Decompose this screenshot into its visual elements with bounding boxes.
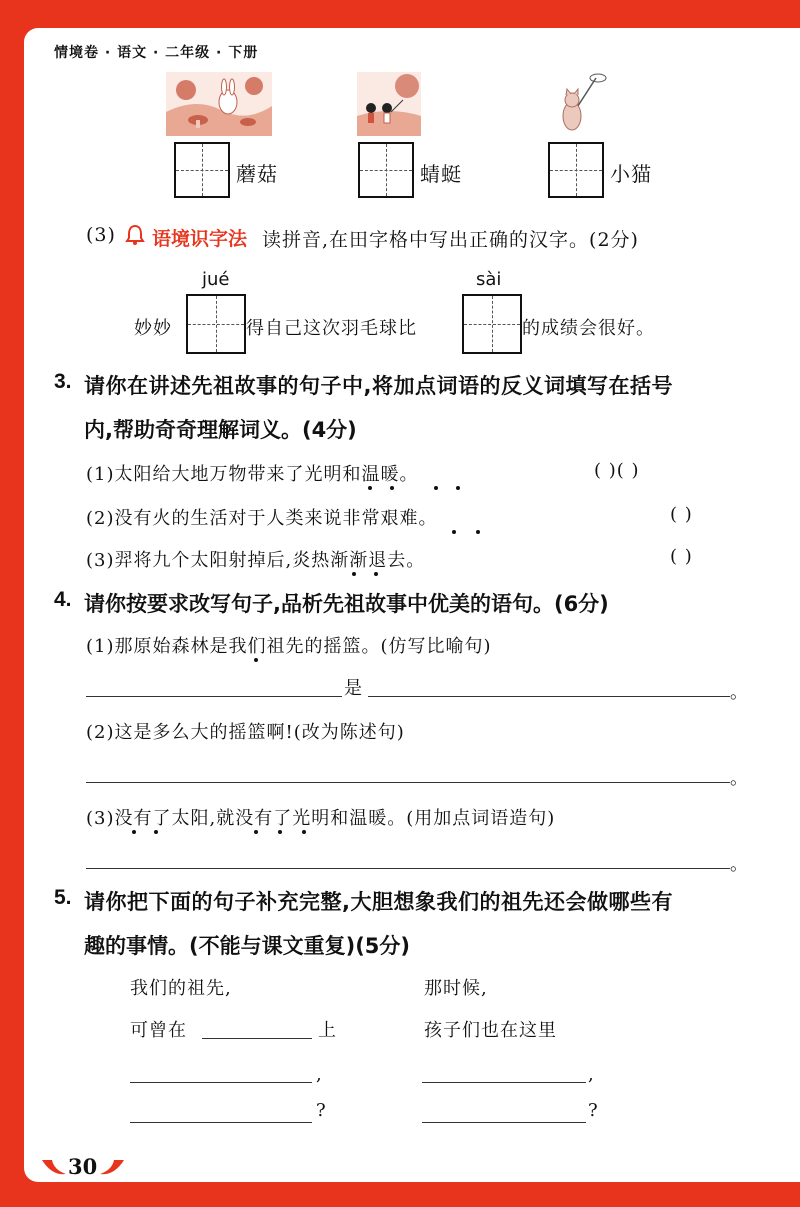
q4-sentence-1-mid: 是 [344, 678, 363, 699]
answer-line[interactable] [422, 1082, 586, 1083]
emphasis-dot [352, 572, 356, 576]
worksheet-page [24, 28, 800, 1182]
q3-item-2-blanks[interactable]: ( ) [670, 504, 693, 525]
pinyin-sai: sài [476, 269, 502, 290]
q3-item-3-blanks[interactable]: ( ) [670, 546, 693, 567]
cat-picture [554, 72, 614, 136]
emphasis-dot [302, 830, 306, 834]
emphasis-dot [374, 572, 378, 576]
q3-item-1: (1)太阳给大地万物带来了光明和温暖。 [86, 464, 419, 485]
poem-left-line4: ? [316, 1100, 327, 1121]
poem-left-line1: 我们的祖先, [130, 978, 232, 999]
answer-line[interactable] [86, 696, 342, 697]
q2-3-tag: 语境识字法 [152, 228, 248, 250]
q4-sentence-3: (3)没有了太阳,就没有了光明和温暖。(用加点词语造句) [86, 808, 556, 829]
emphasis-dot [132, 830, 136, 834]
q3-item-2: (2)没有火的生活对于人类来说非常艰难。 [86, 508, 438, 529]
q4-sentence-2-end: 。 [730, 768, 749, 789]
writing-grid-jue[interactable] [186, 294, 246, 354]
q3-title-line2: 内,帮助奇奇理解词义。(4分) [84, 418, 357, 442]
answer-line[interactable] [130, 1122, 312, 1123]
emphasis-dot [390, 486, 394, 490]
answer-line[interactable] [368, 696, 730, 697]
emphasis-dot [254, 658, 258, 662]
q4-title: 请你按要求改写句子,品析先祖故事中优美的语句。(6分) [84, 592, 609, 616]
emphasis-dot [278, 830, 282, 834]
page-number: 30 [68, 1154, 98, 1179]
emphasis-dot [368, 486, 372, 490]
writing-grid-sai[interactable] [462, 294, 522, 354]
bell-icon [124, 224, 146, 246]
q3-title-line1: 请你在讲述先祖故事的句子中,将加点词语的反义词填写在括号 [84, 374, 673, 398]
answer-line[interactable] [202, 1038, 312, 1039]
answer-line[interactable] [86, 868, 730, 869]
pinyin-jue: jué [202, 269, 230, 290]
q3-item-1-blanks[interactable]: ( )( ) [594, 460, 640, 481]
emphasis-dot [154, 830, 158, 834]
poem-right-line1: 那时候, [424, 978, 488, 999]
q4-sentence-3-end: 。 [730, 854, 749, 875]
label-cat: 小猫 [610, 162, 652, 186]
q3-number: 3. [54, 370, 72, 393]
answer-line[interactable] [86, 782, 730, 783]
q4-number: 4. [54, 588, 72, 611]
q4-sentence-1: (1)那原始森林是我们祖先的摇篮。(仿写比喻句) [86, 636, 492, 657]
writing-grid-cat[interactable] [548, 142, 604, 198]
label-dragonfly: 蜻蜓 [420, 162, 462, 186]
emphasis-dot [452, 530, 456, 534]
emphasis-dot [434, 486, 438, 490]
q2-3-prefix: (3) [86, 224, 116, 246]
writing-grid-mushroom[interactable] [174, 142, 230, 198]
writing-grid-dragonfly[interactable] [358, 142, 414, 198]
emphasis-dot [476, 530, 480, 534]
dragonfly-picture [357, 72, 421, 136]
sentence-part-3: 的成绩会很好。 [522, 318, 655, 339]
label-mushroom: 蘑菇 [236, 162, 278, 186]
q2-3-instruction: 读拼音,在田字格中写出正确的汉字。(2分) [262, 229, 639, 251]
page-header: 情境卷 · 语文 · 二年级 · 下册 [54, 45, 259, 61]
emphasis-dot [456, 486, 460, 490]
mushroom-picture [166, 72, 272, 136]
answer-line[interactable] [422, 1122, 586, 1123]
poem-right-line2: 孩子们也在这里 [424, 1020, 557, 1041]
answer-line[interactable] [130, 1082, 312, 1083]
sentence-part-1: 妙妙 [134, 318, 172, 339]
poem-left-line3: , [316, 1064, 323, 1085]
q5-title-line1: 请你把下面的句子补充完整,大胆想象我们的祖先还会做哪些有 [84, 890, 673, 914]
q4-sentence-2: (2)这是多么大的摇篮啊!(改为陈述句) [86, 722, 405, 743]
poem-right-line4: ? [588, 1100, 599, 1121]
q5-number: 5. [54, 886, 72, 909]
q4-sentence-1-end: 。 [730, 682, 749, 703]
poem-right-line3: , [588, 1064, 595, 1085]
q5-title-line2: 趣的事情。(不能与课文重复)(5分) [84, 934, 411, 958]
emphasis-dot [254, 830, 258, 834]
sentence-part-2: 得自己这次羽毛球比 [246, 318, 417, 339]
poem-left-line2b: 上 [318, 1020, 337, 1041]
poem-left-line2a: 可曾在 [130, 1020, 187, 1041]
q3-item-3: (3)羿将九个太阳射掉后,炎热渐渐退去。 [86, 550, 426, 571]
